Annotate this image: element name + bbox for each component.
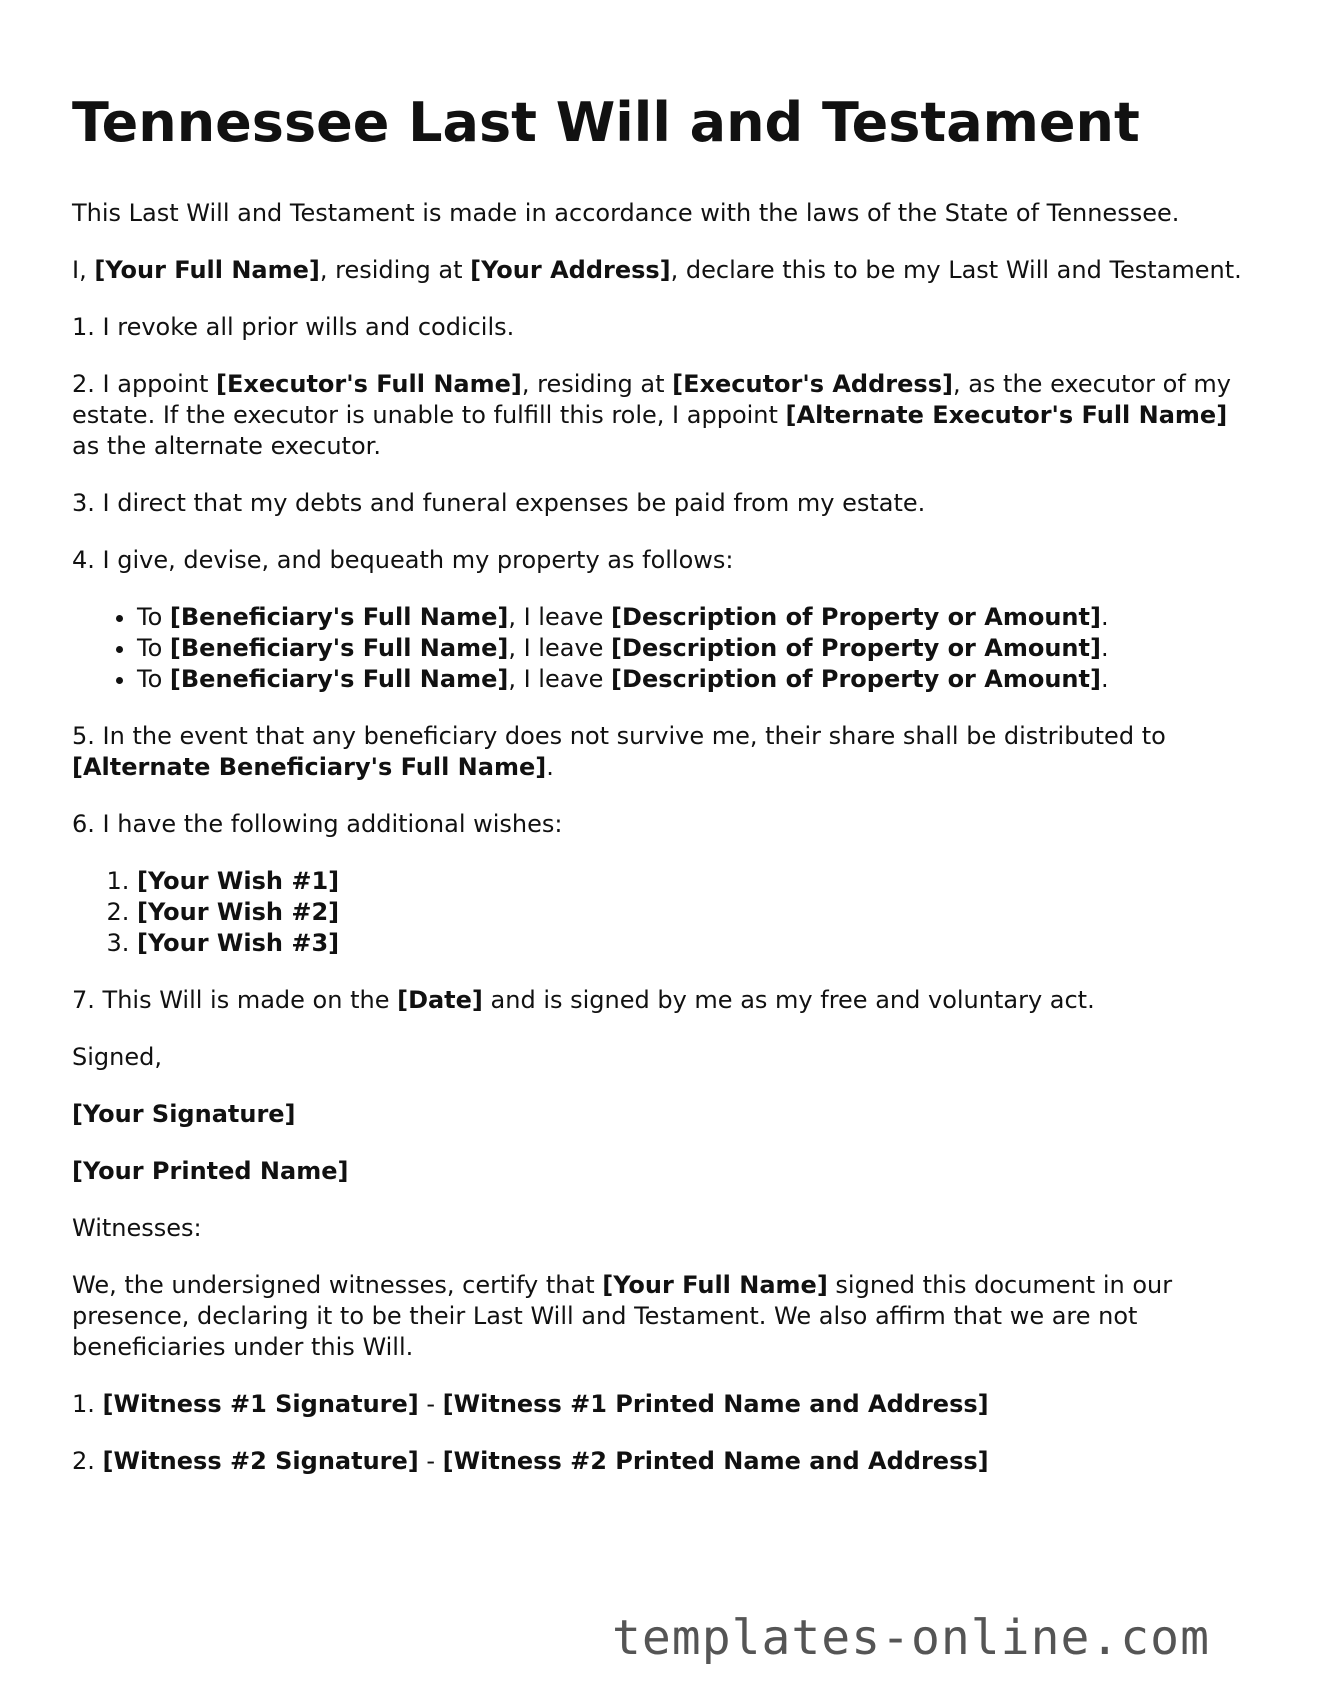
declaration-paragraph: I, [Your Full Name], residing at [Your Address], declare this to be my Last Will and Testament. [72, 256, 1242, 284]
clause-6: 6. I have the following additional wishes: [72, 810, 563, 838]
testator-name-placeholder: [Your Full Name] [94, 256, 320, 284]
document-page [72, 88, 1252, 1503]
list-item: • To [Beneficiary's Full Name], I leave [Description of Property or Amount]. [137, 602, 1252, 633]
list-item [137, 928, 1252, 959]
testator-name-placeholder: [Your Full Name] [602, 1271, 828, 1299]
witness-statement: We, the undersigned witnesses, certify that [Your Full Name] signed this document in our presence, declaring it to be their Last Will and Testament. We also affirm that we are not beneficiaries under this Will. [72, 1271, 1173, 1361]
wish-placeholder: [Your Wish #3] [137, 929, 340, 957]
clause-3: 3. I direct that my debts and funeral expenses be paid from my estate. [72, 489, 926, 517]
list-item: • To [Beneficiary's Full Name], I leave [Description of Property or Amount]. [137, 633, 1252, 664]
clause-4: 4. I give, devise, and bequeath my property as follows: [72, 546, 734, 574]
executor-address-placeholder: [Executor's Address] [672, 370, 953, 398]
clause-5: 5. In the event that any beneficiary does not survive me, their share shall be distributed to [Alternate Beneficiary's Full Name]. [72, 722, 1166, 781]
wish-placeholder: [Your Wish #1] [137, 867, 340, 895]
printed-name-line [72, 1156, 1252, 1187]
witness-signature-placeholder: [Witness #1 Signature] [102, 1390, 419, 1418]
witness-printed-name-placeholder: [Witness #2 Printed Name and Address] [442, 1447, 989, 1475]
bequest-list [72, 602, 1252, 695]
alternate-beneficiary-placeholder: [Alternate Beneficiary's Full Name] [72, 753, 547, 781]
clause-2: 2. I appoint [Executor's Full Name], residing at [Executor's Address], as the executor of my estate. If the executor is unable to fulfill this role, I appoint [Alternate Executor's Full Name] as the alternate executor. [72, 370, 1231, 460]
signature-line [72, 1099, 1252, 1130]
date-placeholder: [Date] [397, 986, 483, 1014]
intro-paragraph: This Last Will and Testament is made in accordance with the laws of the State of Tennessee. [72, 199, 1180, 227]
document-title: Tennessee Last Will and Testament [72, 91, 1140, 154]
beneficiary-name-placeholder: [Beneficiary's Full Name] [169, 634, 509, 662]
watermark: templates-online.com [612, 1610, 1210, 1666]
beneficiary-name-placeholder: [Beneficiary's Full Name] [169, 665, 509, 693]
list-item [137, 897, 1252, 928]
list-item [137, 866, 1252, 897]
property-description-placeholder: [Description of Property or Amount] [611, 634, 1101, 662]
witnesses-label: Witnesses: [72, 1214, 202, 1242]
signed-label: Signed, [72, 1043, 162, 1071]
testator-address-placeholder: [Your Address] [470, 256, 671, 284]
printed-name-placeholder: [Your Printed Name] [72, 1157, 349, 1185]
beneficiary-name-placeholder: [Beneficiary's Full Name] [169, 603, 509, 631]
witness-line-1: 1. [Witness #1 Signature] - [Witness #1 Printed Name and Address] [72, 1390, 989, 1418]
witness-printed-name-placeholder: [Witness #1 Printed Name and Address] [442, 1390, 989, 1418]
executor-name-placeholder: [Executor's Full Name] [216, 370, 522, 398]
property-description-placeholder: [Description of Property or Amount] [611, 603, 1101, 631]
witness-line-2: 2. [Witness #2 Signature] - [Witness #2 Printed Name and Address] [72, 1447, 989, 1475]
signature-placeholder: [Your Signature] [72, 1100, 296, 1128]
list-item: • To [Beneficiary's Full Name], I leave [Description of Property or Amount]. [137, 664, 1252, 695]
wishes-list [72, 866, 1252, 959]
property-description-placeholder: [Description of Property or Amount] [611, 665, 1101, 693]
clause-7: 7. This Will is made on the [Date] and is signed by me as my free and voluntary act. [72, 986, 1095, 1014]
alternate-executor-placeholder: [Alternate Executor's Full Name] [785, 401, 1228, 429]
clause-1: 1. I revoke all prior wills and codicils. [72, 313, 515, 341]
wish-placeholder: [Your Wish #2] [137, 898, 340, 926]
witness-signature-placeholder: [Witness #2 Signature] [102, 1447, 419, 1475]
